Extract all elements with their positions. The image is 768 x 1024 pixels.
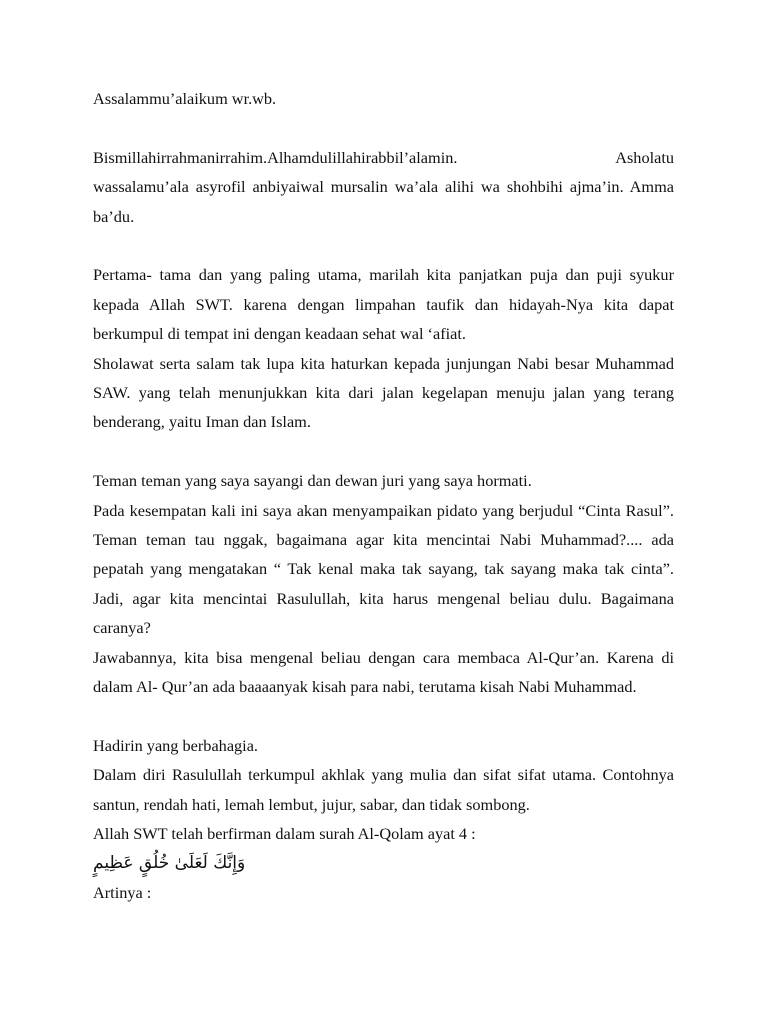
paragraph-topic: Pada kesempatan kali ini saya akan menyampaikan pidato yang berjudul “Cinta Rasul”. Teman teman tau nggak, bagaimana agar kita mencintai Nabi Muhammad?.... ada pepatah yang mengatakan “ Tak kenal maka tak sayang, tak sayang maka tak cinta”. Jadi, agar kita mencintai Rasulullah, kita harus mengenal beliau dulu. Bagaimana caranya? bbox=[93, 500, 674, 638]
opening-asholatu: Asholatu bbox=[615, 147, 674, 167]
paragraph-praise: Pertama- tama dan yang paling utama, marilah kita panjatkan puja dan puji syukur kepada Allah SWT. karena dengan limpahan taufik dan hidayah-Nya kita dapat berkumpul di tempat ini dengan keadaan sehat wal ‘afiat. bbox=[93, 265, 674, 344]
artinya-label: Artinya : bbox=[93, 882, 152, 902]
paragraph-akhlak: Dalam diri Rasulullah terkumpul akhlak yang mulia dan sifat sifat utama. Contohnya santun, rendah hati, lemah lembut, jujur, sabar, dan tidak sombong. bbox=[93, 765, 674, 814]
opening-bismillah: Bismillahirrahmanirrahim.Alhamdulillahirabbil’alamin. bbox=[93, 147, 458, 167]
paragraph-answer: Jawabannya, kita bisa mengenal beliau dengan cara membaca Al-Qur’an. Karena di dalam Al- Qur’an ada baaaanyak kisah para nabi, terutama kisah Nabi Muhammad. bbox=[93, 647, 674, 697]
document-body bbox=[93, 84, 674, 907]
opening-first-line bbox=[93, 143, 674, 172]
opening-paragraph bbox=[93, 143, 674, 231]
greeting-line: Assalammu’alaikum wr.wb. bbox=[93, 89, 277, 108]
arabic-verse: وَإِنَّكَ لَعَلَىٰ خُلُقٍ عَظِيمٍ bbox=[93, 852, 246, 873]
paragraph-hadirin: Hadirin yang berbahagia. bbox=[93, 735, 259, 755]
opening-rest: wassalamu’ala asyrofil anbiyaiwal mursalin wa’ala alihi wa shohbihi ajma’in. Amma ba’du. bbox=[93, 177, 674, 226]
blank-line bbox=[93, 113, 674, 142]
paragraph-firman: Allah SWT telah berfirman dalam surah Al-Qolam ayat 4 : bbox=[93, 824, 476, 844]
paragraph-sholawat: Sholawat serta salam tak lupa kita haturkan kepada junjungan Nabi besar Muhammad SAW. yang telah menunjukkan kita dari jalan kegelapan menuju jalan yang terang benderang, yaitu Iman dan Islam. bbox=[93, 353, 674, 432]
blank-line bbox=[93, 437, 674, 466]
blank-line bbox=[93, 701, 674, 730]
blank-line bbox=[93, 231, 674, 260]
paragraph-address: Teman teman yang saya sayangi dan dewan juri yang saya hormati. bbox=[93, 471, 532, 491]
